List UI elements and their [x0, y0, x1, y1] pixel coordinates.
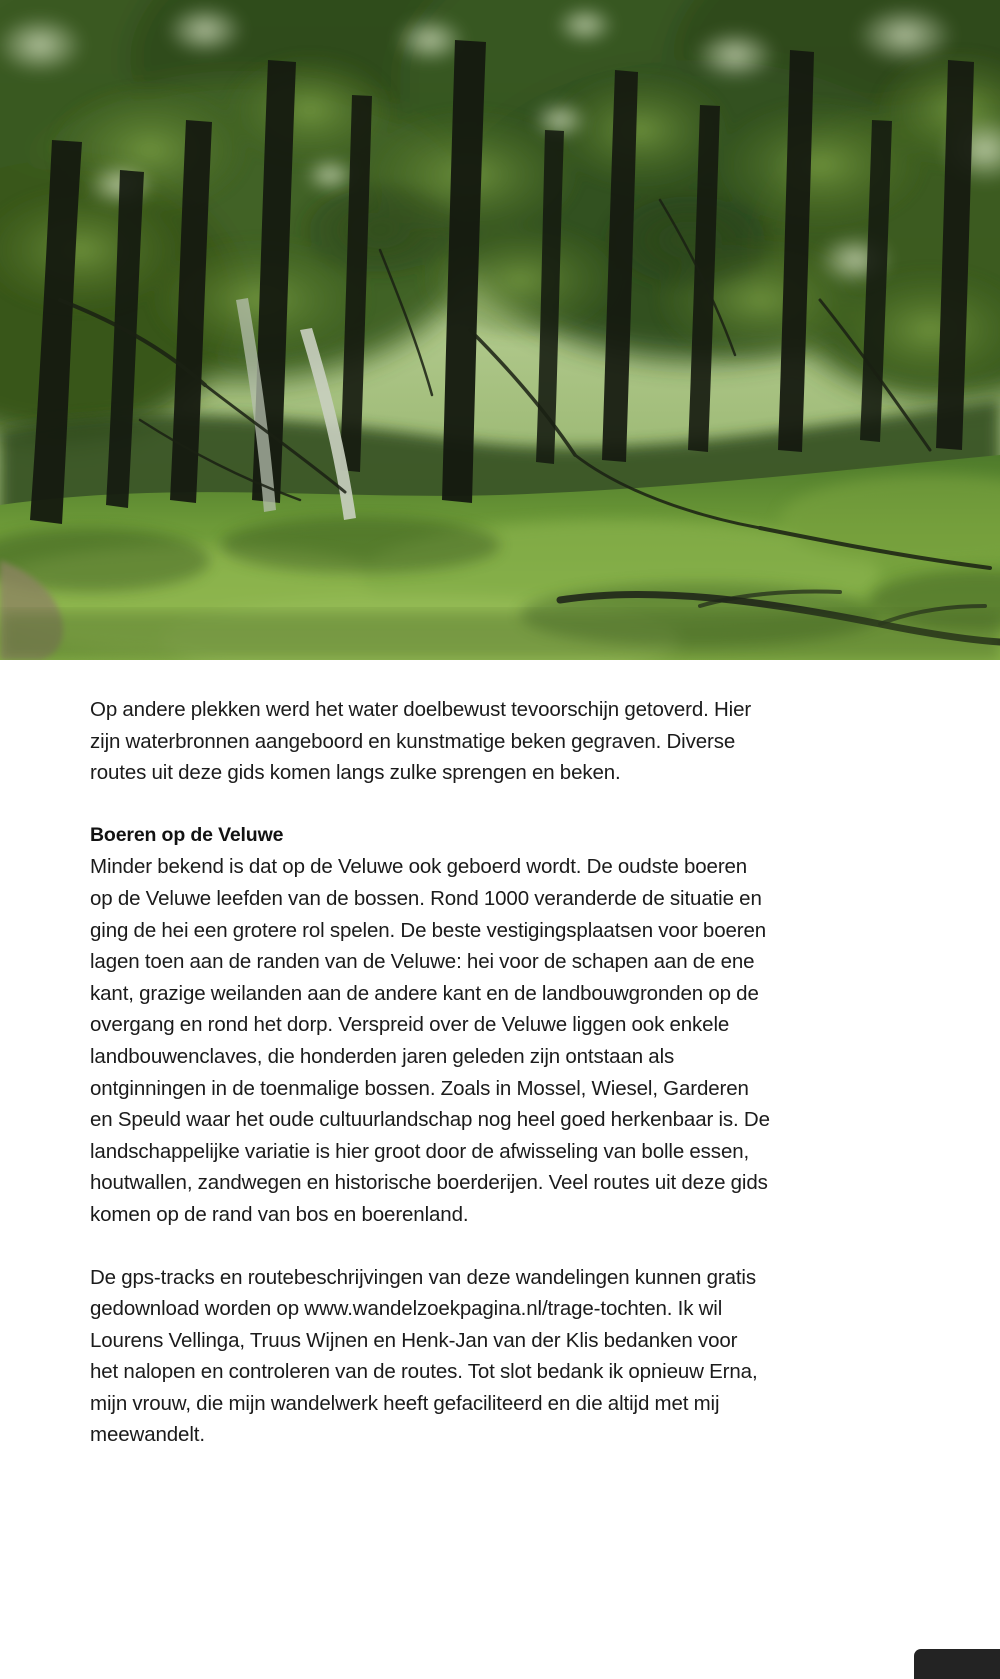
paragraph-water-sprengen: Op andere plekken werd het water doelbewust tevoorschijn getoverd. Hier zijn waterbronnen aangeboord en kunstmatige beken gegraven. Diverse routes uit deze gids komen langs zulke sprengen en beken. [90, 698, 752, 785]
paragraph-gps-tracks-dankwoord: De gps-tracks en routebeschrijvingen van deze wandelingen kunnen gratis gedownload worden op www.wandelzoekpagina.nl/trage-tochten. Ik wil Lourens Vellinga, Truus Wijnen en Henk-Jan van der Klis bedanken voor het nalopen en controleren van de routes. Tot slot bedank ik opnieuw Erna, mijn vrouw, die mijn wandelwerk heeft gefaciliteerd en die altijd met mij meewandelt. [90, 1265, 758, 1447]
section-heading-boeren-op-de-veluwe: Boeren op de Veluwe [90, 823, 284, 846]
veluwe-forest-photograph [0, 0, 1000, 660]
body-text-column [90, 694, 770, 1451]
paragraph-boeren-op-de-veluwe: Minder bekend is dat op de Veluwe ook geboerd wordt. De oudste boeren op de Veluwe leefden van de bossen. Rond 1000 veranderde de situatie en ging de hei een grotere rol spelen. De beste vestigingsplaatsen voor boeren lagen toen aan de randen van de Veluwe: hei voor de schapen aan de ene kant, grazige weilanden aan de andere kant en de landbouwgronden op de overgang en rond het dorp. Verspreid over de Veluwe liggen ook enkele landbouwenclaves, die honderden jaren geleden zijn ontstaan als ontginningen in de toenmalige bossen. Zoals in Mossel, Wiesel, Garderen en Speuld waar het oude cultuurlandschap nog heel goed herkenbaar is. De landschappelijke variatie is hier groot door de afwisseling van bolle essen, houtwallen, zandwegen en historische boerderijen. Veel routes uit deze gids komen op de rand van bos en boerenland. [90, 855, 770, 1226]
page-corner-tab [914, 1649, 1000, 1679]
